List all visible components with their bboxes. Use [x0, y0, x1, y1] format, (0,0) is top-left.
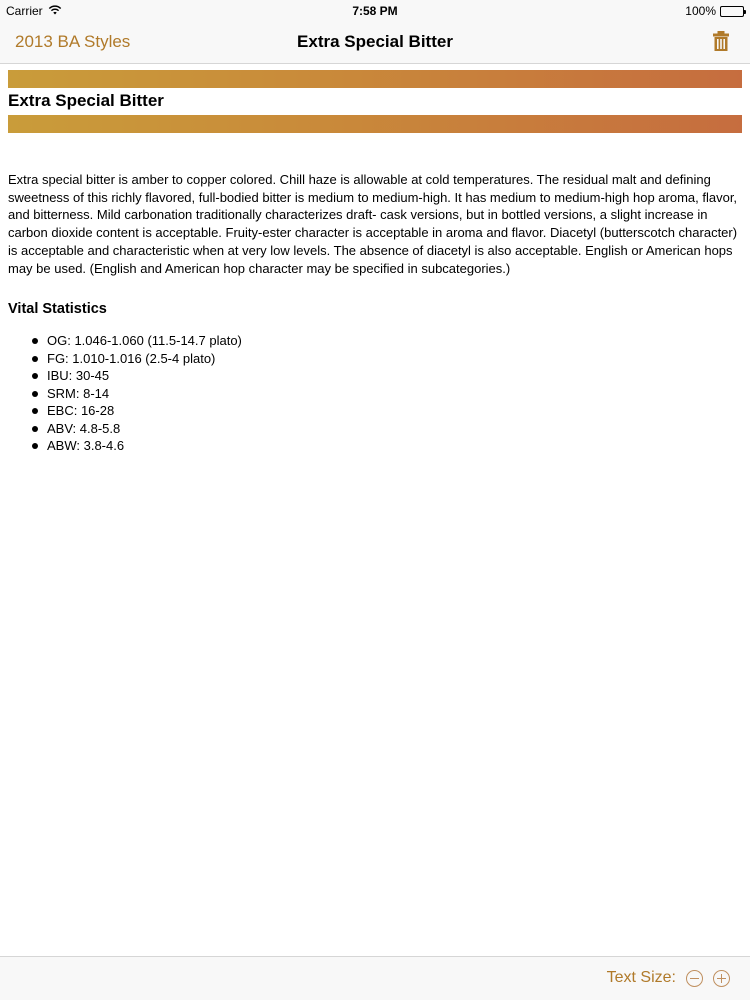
- style-description: Extra special bitter is amber to copper colored. Chill haze is allowable at cold temperatures. The residual malt and defining sweetness of this richly flavored, full-bodied bitter is medium to medium-high. It has medium to medium-high hop aroma, flavor, and bitterness. Mild carbonation traditionally characterizes draft- cask versions, but in bottled versions, a slight increase in carbon dioxide content is acceptable. Fruity-ester character is acceptable in aroma and flavor. Diacetyl (butterscotch character) is acceptable and characteristic when at very low levels. The absence of diacetyl is also acceptable. English or American hops may be used. (English and American hop character may be specified in subcategories.): [8, 172, 738, 276]
- bottom-toolbar: [0, 956, 750, 1000]
- navigation-bar: [0, 22, 750, 64]
- plus-circle-icon[interactable]: [713, 970, 730, 987]
- vital-statistics-list: [8, 332, 742, 455]
- stat-ebc: EBC: 16-28: [30, 402, 742, 420]
- carrier-label: Carrier: [6, 4, 43, 18]
- status-bar: [0, 0, 750, 22]
- battery-icon: [720, 6, 744, 17]
- stat-ibu: IBU: 30-45: [30, 367, 742, 385]
- back-button[interactable]: 2013 BA Styles: [15, 32, 131, 51]
- style-name-heading: Extra Special Bitter: [8, 91, 164, 110]
- header-band-top: [8, 70, 742, 88]
- header-band-bottom: [8, 115, 742, 133]
- stat-srm: SRM: 8-14: [30, 385, 742, 403]
- status-time: 7:58 PM: [352, 4, 398, 18]
- stat-fg: FG: 1.010-1.016 (2.5-4 plato): [30, 350, 742, 368]
- stat-abv: ABV: 4.8-5.8: [30, 420, 742, 438]
- page-title: Extra Special Bitter: [297, 32, 453, 51]
- stat-og: OG: 1.046-1.060 (11.5-14.7 plato): [30, 332, 742, 350]
- status-right: [685, 4, 744, 18]
- vital-statistics-heading: Vital Statistics: [8, 301, 107, 318]
- minus-circle-icon[interactable]: [686, 970, 703, 987]
- text-size-label: Text Size:: [606, 969, 676, 986]
- battery-percent: 100%: [685, 4, 716, 18]
- trash-icon[interactable]: [712, 30, 730, 52]
- style-detail: [8, 70, 742, 455]
- stat-abw: ABW: 3.8-4.6: [30, 437, 742, 455]
- text-size-controls: [607, 969, 730, 987]
